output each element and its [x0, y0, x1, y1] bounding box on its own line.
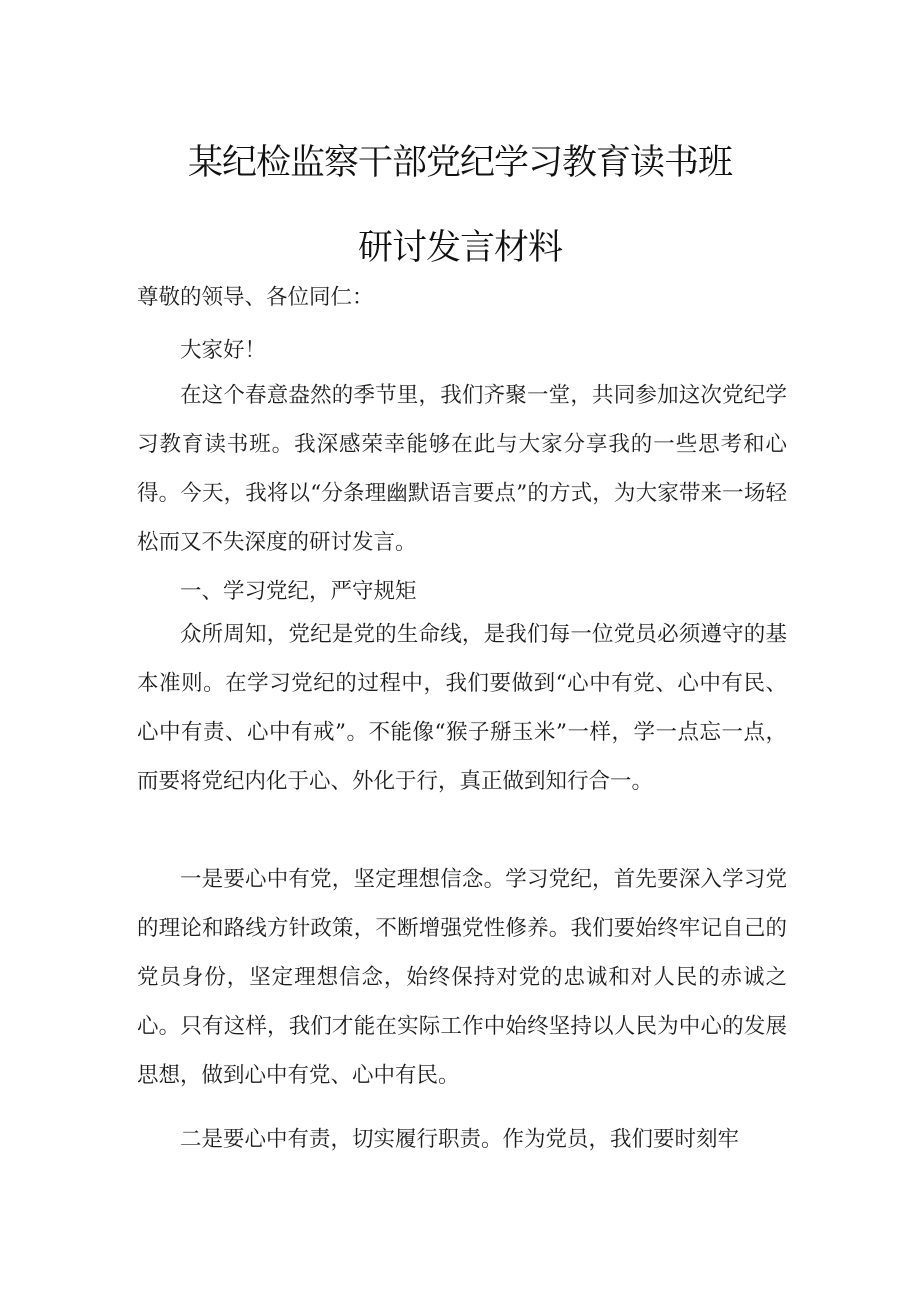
section-heading-1: 一、学习党纪，严守规矩: [180, 579, 417, 604]
greeting: 大家好！: [180, 338, 267, 363]
intro-paragraph: 在这个春意盎然的季节里，我们齐聚一堂，共同参加这次党纪学习教育读书班。我深感荣幸能够在此与大家分享我的一些思考和心得。今天，我将以“分条理幽默语言要点”的方式，为大家带来一场轻松而又不失深度的研讨发言。: [137, 383, 787, 555]
point-2-paragraph: 二是要心中有责，切实履行职责。作为党员，我们要时刻牢: [180, 1127, 740, 1152]
document-title: 某纪检监察干部党纪学习教育读书班: [187, 143, 732, 183]
salutation: 尊敬的领导、各位同仁：: [137, 285, 374, 310]
section-1-paragraph: 众所周知，党纪是党的生命线，是我们每一位党员必须遵守的基本准则。在学习党纪的过程中，我们要做到“心中有党、心中有民、心中有责、心中有戒”。不能像“猴子掰玉米”一样，学一点忘一点，而要将党纪内化于心、外化于行，真正做到知行合一。: [137, 622, 787, 794]
point-1-paragraph: 一是要心中有党，坚定理想信念。学习党纪，首先要深入学习党的理论和路线方针政策，不断增强党性修养。我们要始终牢记自己的党员身份，坚定理想信念，始终保持对党的忠诚和对人民的赤诚之心。只有这样，我们才能在实际工作中始终坚持以人民为中心的发展思想，做到心中有党、心中有民。: [137, 867, 787, 1088]
document-subtitle: 研讨发言材料: [357, 228, 562, 268]
